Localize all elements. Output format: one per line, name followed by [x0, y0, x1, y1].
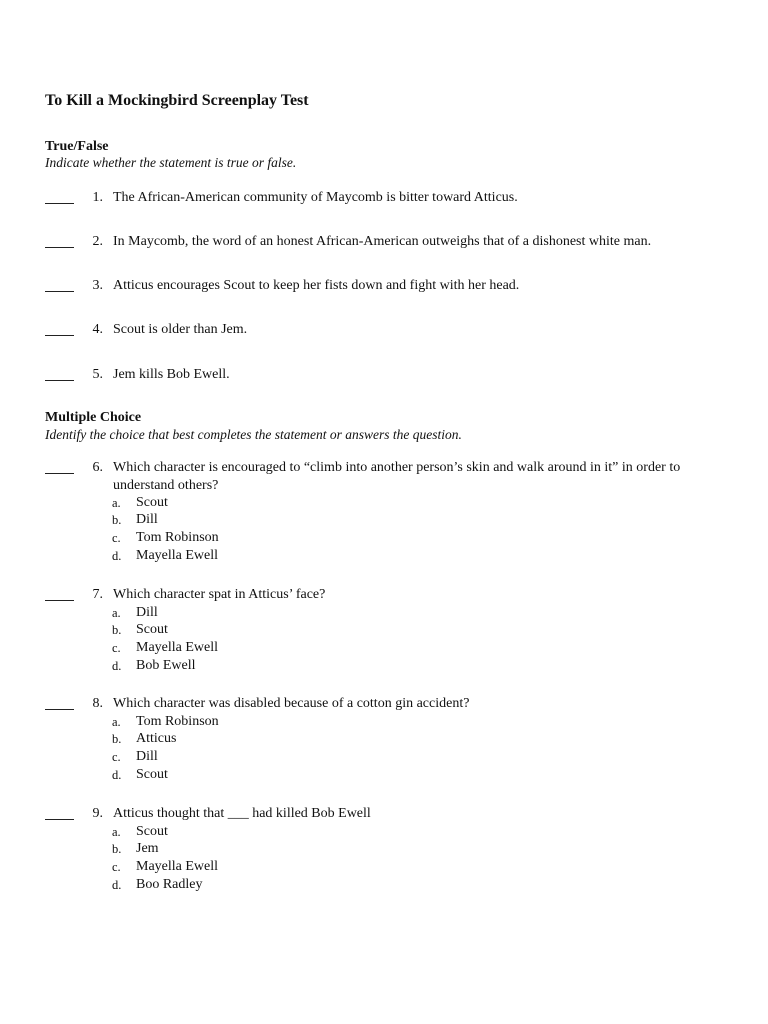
choice-d[interactable] — [0, 657, 400, 675]
question-text: Scout is older than Jem. — [113, 322, 248, 337]
question-text: In Maycomb, the word of an honest African-American outweighs that of a dishonest white man. — [113, 234, 652, 249]
question-number: 1. — [92, 190, 103, 205]
question-number: 4. — [92, 322, 103, 337]
choice-text: Scout — [136, 824, 168, 839]
question-text: The African-American community of Maycomb is bitter toward Atticus. — [113, 190, 518, 205]
choice-text: Tom Robinson — [136, 530, 219, 545]
choice-letter: d. — [112, 549, 122, 563]
choice-b[interactable] — [0, 840, 400, 858]
question-number: 2. — [92, 234, 103, 249]
choice-text: Dill — [136, 512, 158, 527]
choice-text: Atticus — [136, 731, 177, 746]
question-number: 5. — [92, 367, 103, 382]
choice-text: Bob Ewell — [136, 658, 196, 673]
question-text: Which character is encouraged to “climb into another person’s skin and walk around in it” in order to understand others? — [113, 460, 681, 493]
choice-letter: c. — [112, 860, 121, 874]
answer-blank[interactable] — [45, 459, 74, 474]
choice-b[interactable] — [0, 511, 400, 529]
question-number: 6. — [92, 460, 103, 475]
choice-letter: a. — [112, 825, 121, 839]
choice-letter: d. — [112, 768, 122, 782]
answer-blank[interactable] — [45, 805, 74, 820]
choice-text: Mayella Ewell — [136, 548, 219, 563]
multiple-choice-instructions: Identify the choice that best completes the statement or answers the question. — [45, 427, 462, 442]
question-text: Which character spat in Atticus’ face? — [113, 587, 326, 602]
choice-text: Jem — [136, 841, 159, 856]
choice-b[interactable] — [0, 621, 400, 639]
question-number: 7. — [92, 587, 103, 602]
choice-letter: b. — [112, 513, 122, 527]
choice-text: Scout — [136, 495, 168, 510]
choice-a[interactable] — [0, 604, 400, 622]
choice-d[interactable] — [0, 766, 400, 784]
choice-a[interactable] — [0, 823, 400, 841]
question-number: 8. — [92, 696, 103, 711]
choice-text: Tom Robinson — [136, 714, 219, 729]
answer-blank[interactable] — [45, 586, 74, 601]
answer-blank[interactable] — [45, 189, 74, 204]
choice-text: Scout — [136, 767, 168, 782]
choice-c[interactable] — [0, 748, 400, 766]
choice-text: Mayella Ewell — [136, 640, 219, 655]
choice-text: Mayella Ewell — [136, 859, 219, 874]
choice-text: Boo Radley — [136, 877, 203, 892]
choice-letter: c. — [112, 641, 121, 655]
choice-letter: a. — [112, 715, 121, 729]
choice-letter: b. — [112, 732, 122, 746]
choice-text: Dill — [136, 605, 158, 620]
choice-letter: d. — [112, 878, 122, 892]
question-text: Which character was disabled because of a cotton gin accident? — [113, 696, 470, 711]
question-number: 3. — [92, 278, 103, 293]
page-title: To Kill a Mockingbird Screenplay Test — [45, 92, 309, 109]
choice-c[interactable] — [0, 529, 400, 547]
choice-c[interactable] — [0, 858, 400, 876]
answer-blank[interactable] — [45, 695, 74, 710]
multiple-choice-heading: Multiple Choice — [45, 410, 142, 425]
question-text: Jem kills Bob Ewell. — [113, 367, 230, 382]
choice-letter: a. — [112, 606, 121, 620]
choice-letter: d. — [112, 659, 122, 673]
question-text: Atticus encourages Scout to keep her fists down and fight with her head. — [113, 278, 520, 293]
choice-letter: a. — [112, 496, 121, 510]
choice-a[interactable] — [0, 494, 400, 512]
choice-text: Scout — [136, 622, 168, 637]
choice-letter: b. — [112, 842, 122, 856]
choice-d[interactable] — [0, 876, 400, 894]
choice-d[interactable] — [0, 547, 400, 565]
choice-letter: c. — [112, 750, 121, 764]
choice-letter: c. — [112, 531, 121, 545]
answer-blank[interactable] — [45, 233, 74, 248]
choice-b[interactable] — [0, 730, 400, 748]
true-false-instructions: Indicate whether the statement is true or false. — [45, 155, 297, 170]
choice-text: Dill — [136, 749, 158, 764]
choice-c[interactable] — [0, 639, 400, 657]
answer-blank[interactable] — [45, 277, 74, 292]
true-false-heading: True/False — [45, 139, 109, 154]
choice-a[interactable] — [0, 713, 400, 731]
answer-blank[interactable] — [45, 321, 74, 336]
question-text: Atticus thought that ___ had killed Bob Ewell — [113, 806, 371, 821]
question-number: 9. — [92, 806, 103, 821]
answer-blank[interactable] — [45, 366, 74, 381]
choice-letter: b. — [112, 623, 122, 637]
